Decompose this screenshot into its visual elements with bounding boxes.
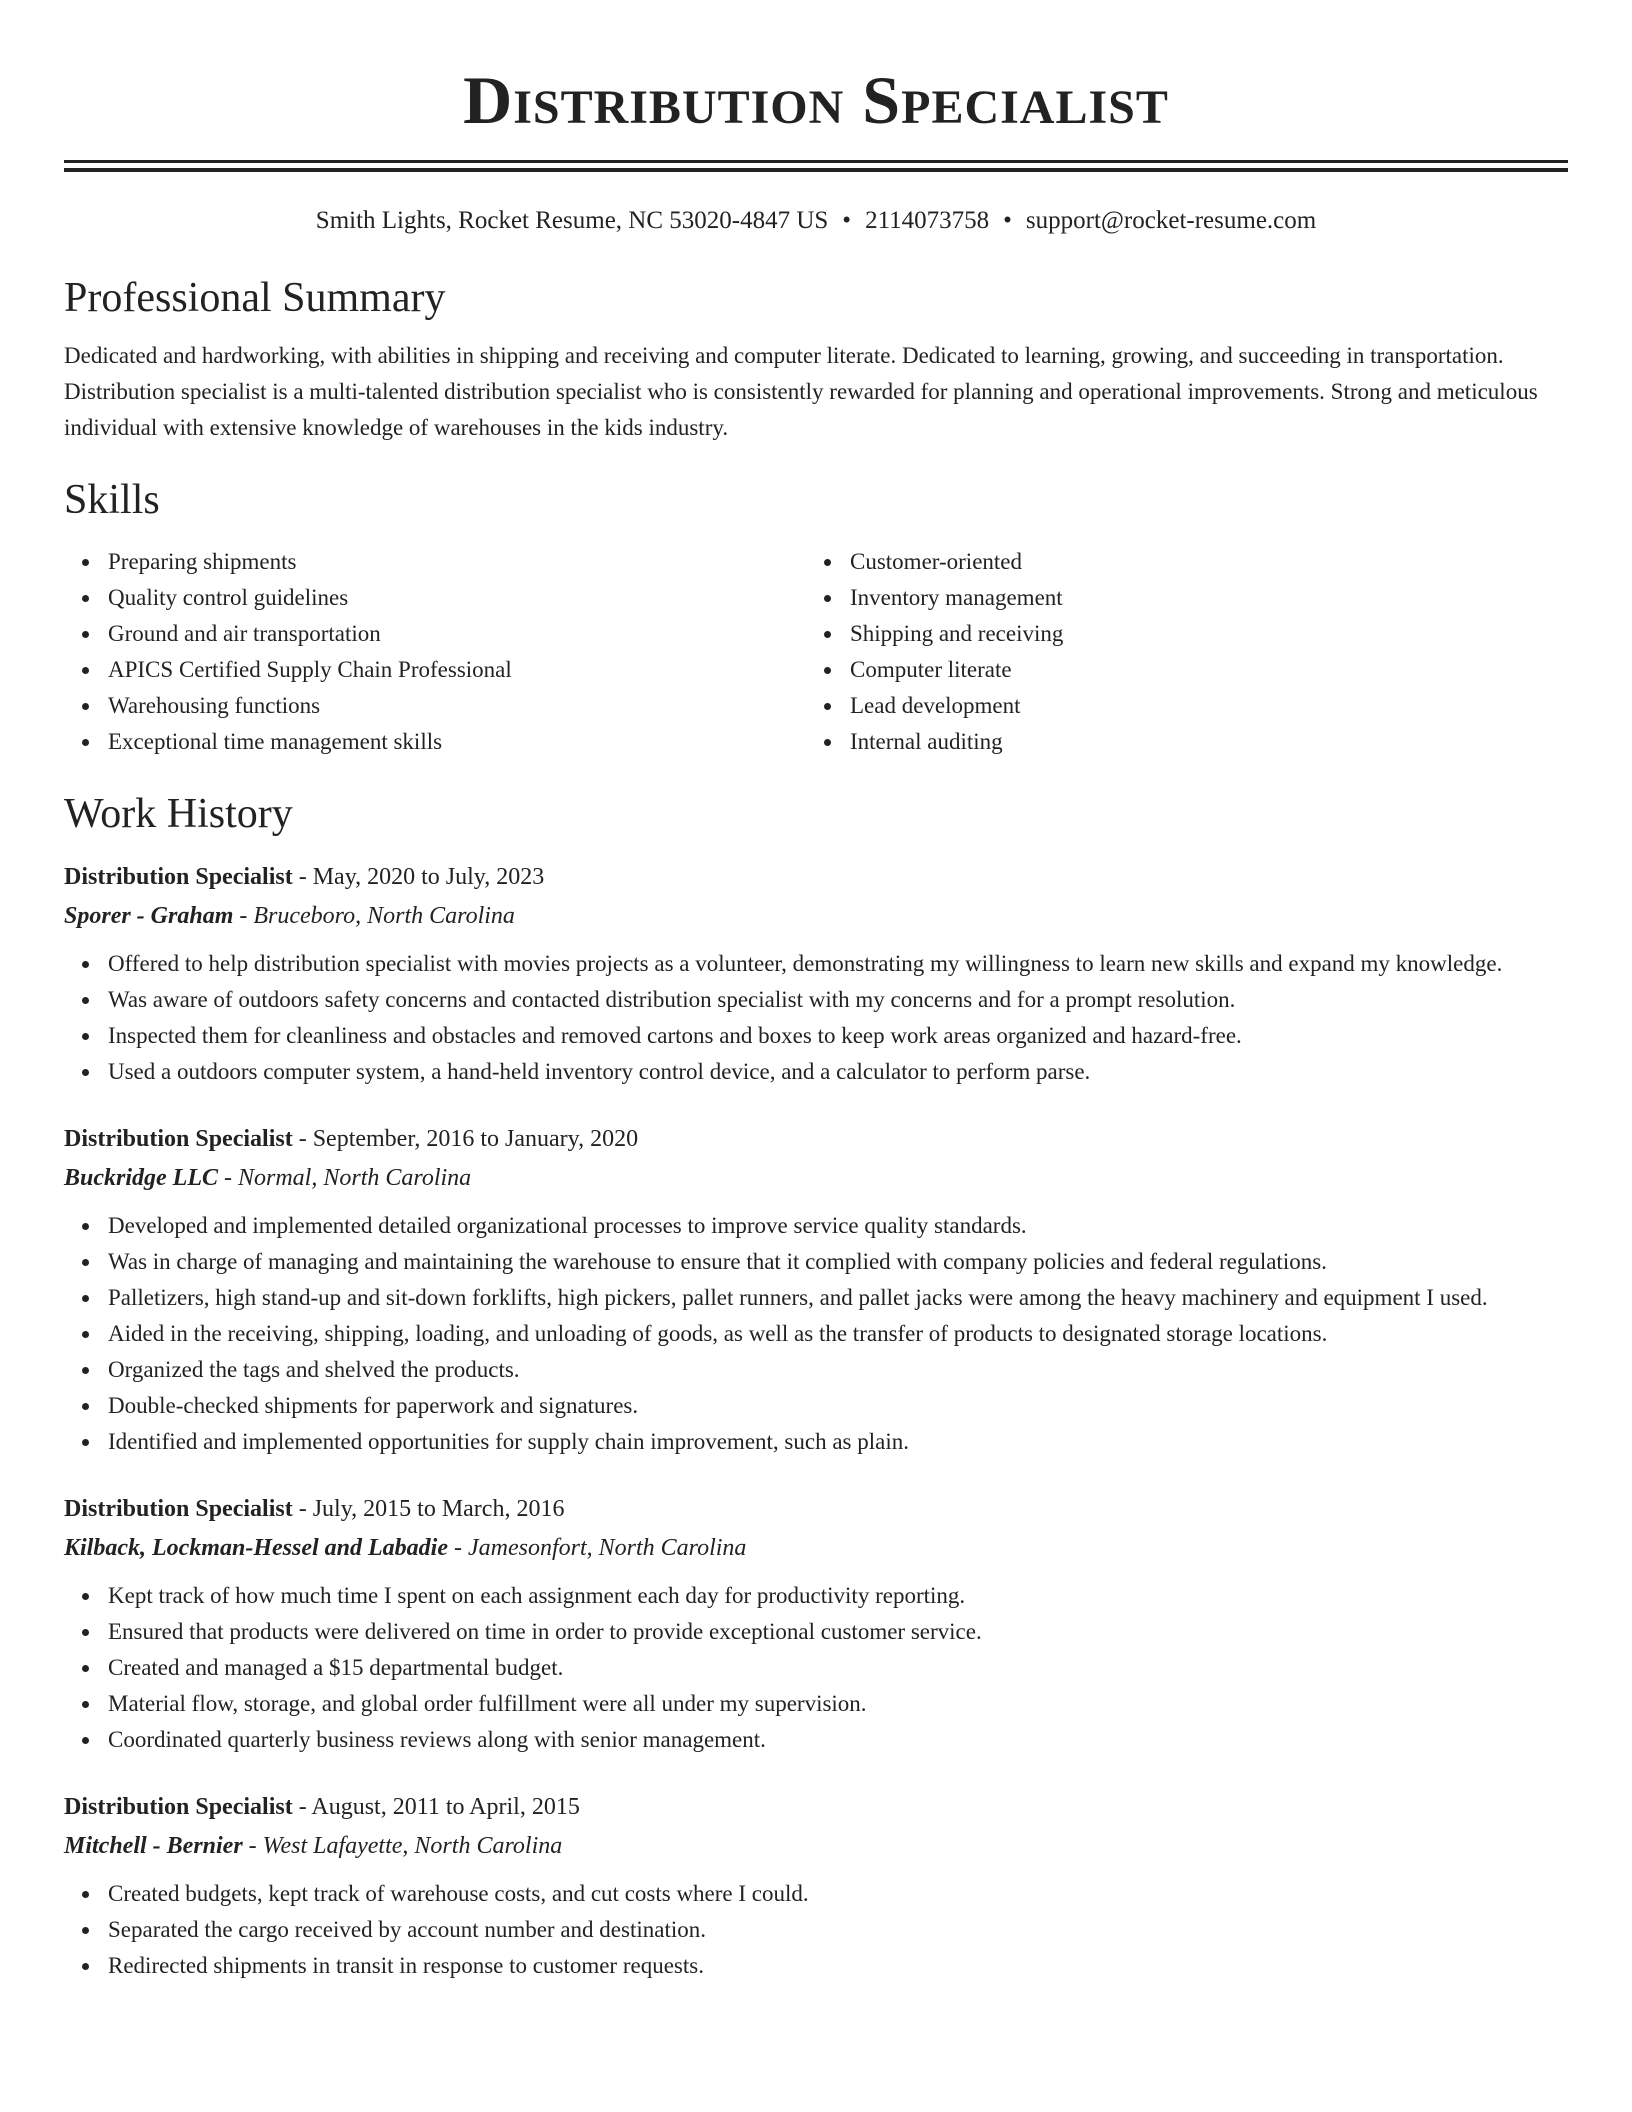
job-entry	[64, 858, 1568, 1090]
job-bullets	[64, 1876, 1568, 1984]
job-bullet: Used a outdoors computer system, a hand-held inventory control device, and a calculator to perform parse.	[108, 1054, 1568, 1090]
job-bullet: Material flow, storage, and global order fulfillment were all under my supervision.	[108, 1686, 1568, 1722]
contact-phone: 2114073758	[865, 207, 990, 234]
job-bullets	[64, 1578, 1568, 1758]
job-bullets	[64, 946, 1568, 1090]
job-employer	[64, 1158, 1568, 1198]
job-header	[64, 1120, 1568, 1158]
job-bullet: Palletizers, high stand-up and sit-down forklifts, high pickers, pallet runners, and pallet jacks were among the heavy machinery and equipment I used.	[108, 1280, 1568, 1316]
job-role: Distribution Specialist	[64, 1496, 293, 1522]
job-entry	[64, 1120, 1568, 1460]
summary-heading: Professional Summary	[64, 275, 446, 321]
job-bullet: Created and managed a $15 departmental budget.	[108, 1650, 1568, 1686]
header-divider	[64, 160, 1568, 172]
summary-text: Dedicated and hardworking, with abilities in shipping and receiving and computer literate. Dedicated to learning, growing, and succeeding in transportation. Distribution specialist is a multi-talented distribution specialist who is consistently rewarded for planning and operational improvements. Strong and meticulous individual with extensive knowledge of warehouses in the kids industry.	[64, 343, 1538, 440]
job-employer	[64, 1826, 1568, 1866]
contact-separator: •	[842, 207, 852, 234]
contact-separator: •	[1003, 207, 1012, 234]
job-dates: - August, 2011 to April, 2015	[292, 1794, 580, 1820]
job-location: - Jamesonfort, North Carolina	[447, 1535, 747, 1561]
skill-item: Preparing shipments	[108, 544, 806, 580]
skill-item: Exceptional time management skills	[108, 724, 806, 760]
job-bullet: Created budgets, kept track of warehouse costs, and cut costs where I could.	[108, 1876, 1568, 1912]
job-bullet: Ensured that products were delivered on time in order to provide exceptional customer service.	[108, 1614, 1568, 1650]
skill-item: APICS Certified Supply Chain Professional	[108, 652, 806, 688]
job-bullet: Separated the cargo received by account number and destination.	[108, 1912, 1568, 1948]
job-bullet: Was in charge of managing and maintaining the warehouse to ensure that it complied with company policies and federal regulations.	[108, 1244, 1568, 1280]
job-bullet: Identified and implemented opportunities for supply chain improvement, such as plain.	[108, 1424, 1568, 1460]
job-bullet: Coordinated quarterly business reviews along with senior management.	[108, 1722, 1568, 1758]
skills-list-left	[64, 544, 806, 760]
job-header	[64, 858, 1568, 896]
job-bullet: Double-checked shipments for paperwork and signatures.	[108, 1388, 1568, 1424]
job-location: - Bruceboro, North Carolina	[233, 903, 515, 929]
job-header	[64, 1490, 1568, 1528]
job-bullet: Organized the tags and shelved the products.	[108, 1352, 1568, 1388]
job-role: Distribution Specialist	[64, 864, 293, 890]
company-name: Kilback, Lockman-Hessel and Labadie	[64, 1535, 448, 1561]
company-name: Mitchell - Bernier	[64, 1833, 243, 1859]
contact-address: Smith Lights, Rocket Resume, NC 53020-4847 US	[315, 207, 829, 234]
skill-item: Customer-oriented	[850, 544, 1568, 580]
skill-item: Shipping and receiving	[850, 616, 1568, 652]
job-role: Distribution Specialist	[64, 1126, 293, 1152]
job-bullets	[64, 1208, 1568, 1460]
work-history-heading: Work History	[64, 791, 293, 837]
skills-heading: Skills	[64, 477, 160, 523]
job-header	[64, 1788, 1568, 1826]
contact-line	[64, 206, 1568, 236]
skill-item: Inventory management	[850, 580, 1568, 616]
skill-item: Computer literate	[850, 652, 1568, 688]
job-location: - Normal, North Carolina	[218, 1165, 472, 1191]
job-entry	[64, 1788, 1568, 1984]
skills-list-right	[806, 544, 1568, 760]
skill-item: Quality control guidelines	[108, 580, 806, 616]
job-entry	[64, 1490, 1568, 1758]
job-bullet: Inspected them for cleanliness and obstacles and removed cartons and boxes to keep work areas organized and hazard-free.	[108, 1018, 1568, 1054]
job-dates: - May, 2020 to July, 2023	[292, 864, 545, 890]
job-role: Distribution Specialist	[64, 1794, 293, 1820]
skill-item: Warehousing functions	[108, 688, 806, 724]
company-name: Sporer - Graham	[64, 903, 234, 929]
job-dates: - September, 2016 to January, 2020	[292, 1126, 639, 1152]
job-employer	[64, 896, 1568, 936]
job-bullet: Developed and implemented detailed organizational processes to improve service quality standards.	[108, 1208, 1568, 1244]
job-bullet: Kept track of how much time I spent on each assignment each day for productivity reporting.	[108, 1578, 1568, 1614]
job-bullet: Was aware of outdoors safety concerns and contacted distribution specialist with my concerns and for a prompt resolution.	[108, 982, 1568, 1018]
skill-item: Lead development	[850, 688, 1568, 724]
resume-name: Distribution Specialist	[463, 62, 1169, 138]
skills-columns	[64, 544, 1568, 760]
job-bullet: Redirected shipments in transit in response to customer requests.	[108, 1948, 1568, 1984]
resume-page	[64, 0, 1568, 1984]
job-location: - West Lafayette, North Carolina	[242, 1833, 563, 1859]
job-employer	[64, 1528, 1568, 1568]
contact-email: support@rocket-resume.com	[1025, 207, 1317, 234]
job-bullet: Offered to help distribution specialist with movies projects as a volunteer, demonstrating my willingness to learn new skills and expand my knowledge.	[108, 946, 1568, 982]
company-name: Buckridge LLC	[64, 1165, 218, 1191]
skill-item: Internal auditing	[850, 724, 1568, 760]
job-bullet: Aided in the receiving, shipping, loading, and unloading of goods, as well as the transfer of products to designated storage locations.	[108, 1316, 1568, 1352]
job-dates: - July, 2015 to March, 2016	[292, 1496, 565, 1522]
skill-item: Ground and air transportation	[108, 616, 806, 652]
